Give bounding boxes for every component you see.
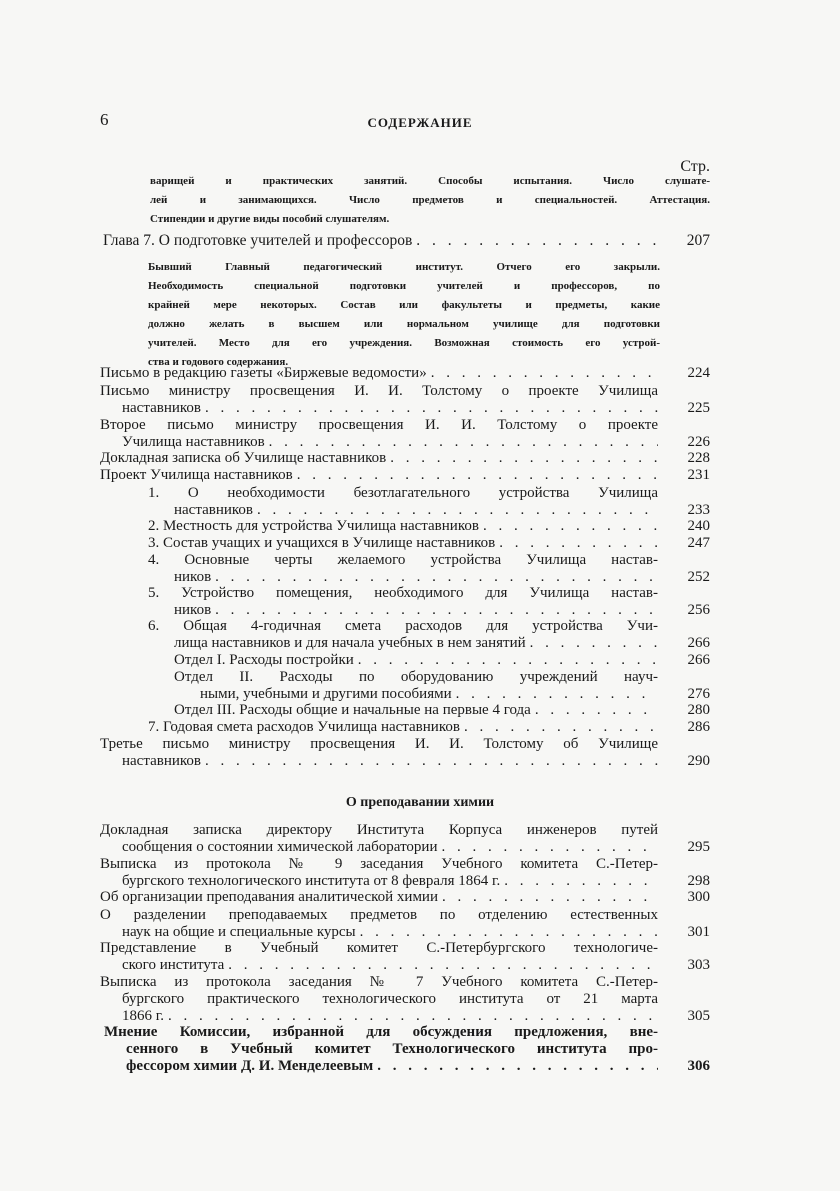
entry-text: Докладная записка об Училище наставников [100,450,387,466]
abstract-line: должно желать в высшем или нормальном училище для подготовки [148,318,660,330]
toc-entry[interactable] [100,907,710,941]
entry-text: ников [174,602,212,618]
dot-leader [441,839,658,856]
entry-text: наук на общие и специальные курсы [122,924,356,940]
page-ref: 224 [687,365,710,381]
page-ref: 240 [687,518,710,534]
abstract-line: крайней мере некоторых. Состав или факультеты и предметы, какие [148,299,660,311]
page-ref: 280 [687,702,710,718]
page-ref: 266 [687,652,710,668]
toc-entry[interactable] [100,974,710,1025]
entry-text: 7. Годовая смета расходов Училища наставников [148,719,460,735]
entry-text: Представление в Учебный комитет С.-Петербургского технологиче- [100,940,658,956]
abstract-line: ства и годового содержания. [148,356,289,368]
dot-leader [499,535,658,552]
page-ref: 252 [687,569,710,585]
entry-text: наставников [122,400,201,416]
toc-entry[interactable] [100,856,710,890]
entry-text: сенного в Учебный комитет Технологического института про- [126,1041,658,1057]
dot-leader [535,702,658,719]
entry-text: Докладная записка директору Института Корпуса инженеров путей [100,822,658,838]
entry-text: 2. Местность для устройства Училища наставников [148,518,479,534]
dot-leader [442,889,658,906]
toc-entry[interactable] [100,822,710,856]
entry-text: Отдел III. Расходы общие и начальные на первые 4 года [174,702,531,718]
dot-leader [205,753,658,770]
page-ref: 228 [687,450,710,466]
page-ref: 295 [687,839,710,855]
entry-text: Выписка из протокола № 9 заседания Учебного комитета С.-Петер- [100,856,658,872]
toc-entry[interactable] [174,652,710,669]
entry-text: ского института [122,957,225,973]
entry-text: наставников [174,502,253,518]
entry-text: Второе письмо министру просвещения И. И. Толстому о проекте [100,417,658,433]
toc-entry[interactable] [100,365,710,382]
dot-leader [464,719,658,736]
toc-entry[interactable] [148,585,710,619]
toc-entry[interactable] [148,618,710,652]
dot-leader [297,467,658,484]
dot-leader [228,957,658,974]
page-number: 6 [100,110,109,129]
entry-text: ников [174,569,212,585]
entry-text: 1866 г. [122,1008,164,1024]
entry-text: Об организации преподавания аналитической химии [100,889,438,905]
page-ref: 298 [687,873,710,889]
entry-text: бургского технологического института от 8 февраля 1864 г. [122,873,501,889]
page-ref: 300 [687,889,710,905]
abstract-line: Необходимость специальной подготовки учителей и профессоров, по [148,280,660,292]
abstract-line: Бывший Главный педагогический институт. Отчего его закрыли. [148,261,660,273]
dot-leader [416,232,658,250]
entry-text: фессором химии Д. И. Менделеевым [126,1058,374,1074]
dot-leader [530,635,658,652]
toc-entry[interactable] [100,450,710,467]
page-ref: 290 [687,753,710,769]
entry-text: Проект Училища наставников [100,467,293,483]
toc-entry[interactable] [148,719,710,736]
running-title: СОДЕРЖАНИЕ [367,115,473,130]
entry-text: Выписка из протокола заседания № 7 Учебного комитета С.-Петер- [100,974,658,990]
entry-text: ными, учебными и другими пособиями [200,686,452,702]
abstract-line: Стипендии и другие виды пособий слушателям. [150,213,390,225]
dot-leader [456,686,658,703]
dot-leader [168,1008,658,1025]
page-ref: 233 [687,502,710,518]
page-ref: 276 [687,686,710,702]
toc-entry[interactable] [148,552,710,586]
page-ref: 286 [687,719,710,735]
entry-text: О разделении преподаваемых предметов по отделению естественных [100,907,658,923]
entry-text: Отдел I. Расходы постройки [174,652,354,668]
chapter-6-abstract [150,172,710,229]
page-ref: 301 [687,924,710,940]
dot-leader [483,518,658,535]
toc-entry[interactable] [148,485,710,519]
dot-leader [360,924,658,941]
page-ref: 306 [687,1058,710,1074]
dot-leader [269,434,658,451]
page-column-label: Стр. [680,158,710,175]
toc-entry[interactable] [148,535,710,552]
toc-entry[interactable] [148,518,710,535]
entry-text: бургского практического технологического института от 21 марта [122,991,658,1007]
abstract-line: лей и занимающихся. Число предметов и специальностей. Аттестация. [150,194,710,206]
toc-entry[interactable] [174,669,710,703]
entry-text: Мнение Комиссии, избранной для обсуждения предложения, вне- [104,1024,658,1040]
page-ref: 207 [686,232,710,249]
entry-text: 4. Основные черты желаемого устройства Училища настав- [148,552,658,568]
entry-text: Письмо в редакцию газеты «Биржевые ведомости» [100,365,427,381]
entry-text: Отдел II. Расходы по оборудованию учреждений науч- [174,669,658,685]
entry-text: 1. О необходимости безотлагательного устройства Училища [148,485,658,501]
toc-entry[interactable] [104,1024,710,1075]
entry-text: 3. Состав учащих и учащихся в Училище наставников [148,535,496,551]
toc-entry[interactable] [174,702,710,719]
entry-text: Письмо министру просвещения И. И. Толстому о проекте Училища [100,383,658,399]
page-ref: 303 [687,957,710,973]
page-ref: 247 [687,535,710,551]
dot-leader [504,873,658,890]
page-ref: 226 [687,434,710,450]
toc-entry[interactable] [100,417,710,451]
toc-entry[interactable] [100,736,710,770]
abstract-line: варищей и практических занятий. Способы испытания. Число слушате- [150,175,710,187]
entry-text: лища наставников и для начала учебных в нем занятий [174,635,526,651]
entry-text: 6. Общая 4-годичная смета расходов для устройства Учи- [148,618,658,634]
page-ref: 305 [687,1008,710,1024]
entry-text: Училища наставников [122,434,265,450]
page-ref: 225 [687,400,710,416]
toc-entry[interactable] [100,940,710,974]
dot-leader [377,1058,658,1075]
dot-leader [358,652,658,669]
chapter-7-abstract [148,258,660,372]
dot-leader [205,400,658,417]
entry-text: 5. Устройство помещения, необходимого для Училища настав- [148,585,658,601]
dot-leader [257,502,658,519]
page-ref: 256 [687,602,710,618]
dot-leader [390,450,658,467]
section-heading: О преподавании химии [345,795,495,810]
dot-leader [215,602,658,619]
dot-leader [215,569,658,586]
entry-text: Третье письмо министру просвещения И. И. Толстому об Училище [100,736,658,752]
toc-entry[interactable] [100,383,710,417]
toc-entry[interactable] [100,889,710,906]
chapter-title: Глава 7. О подготовке учителей и профессоров [103,232,413,249]
entry-text: сообщения о состоянии химической лаборатории [122,839,438,855]
toc-chapter-7[interactable] [103,232,710,250]
toc-entry[interactable] [100,467,710,484]
abstract-line: учителей. Место для его учреждения. Возможная стоимость его устрой- [148,337,660,349]
entry-text: наставников [122,753,201,769]
page-ref: 266 [687,635,710,651]
page-ref: 231 [687,467,710,483]
dot-leader [431,365,658,382]
